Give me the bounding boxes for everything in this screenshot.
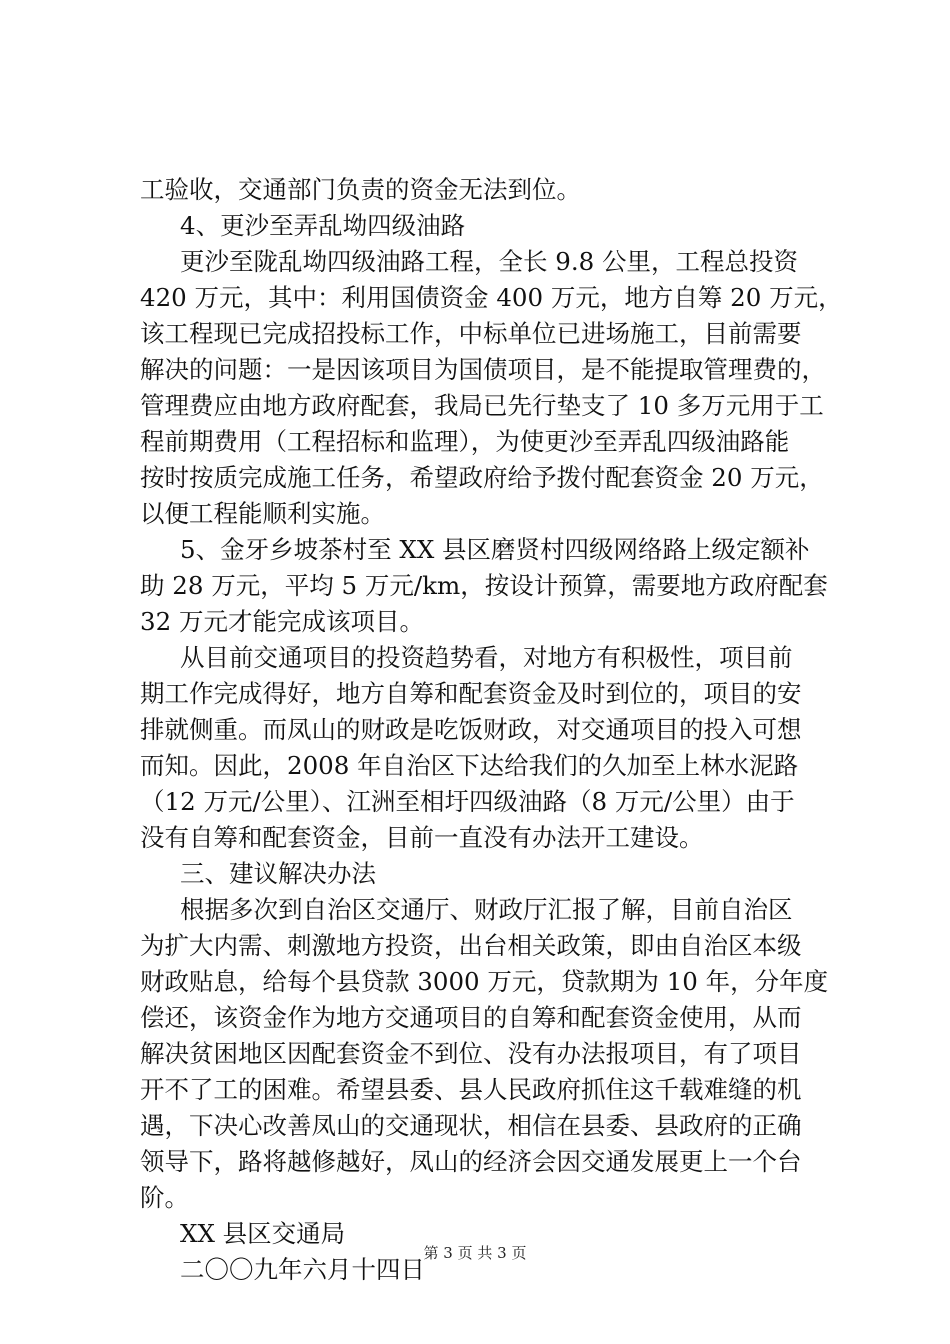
paragraph-line: 没有自筹和配套资金，目前一直没有办法开工建设。 (140, 823, 704, 852)
paragraph-line: 助 28 万元，平均 5 万元/km，按设计预算，需要地方政府配套 (140, 571, 828, 600)
paragraph-line: 根据多次到自治区交通厅、财政厅汇报了解，目前自治区 (180, 895, 793, 924)
paragraph-line: 偿还，该资金作为地方交通项目的自筹和配套资金使用，从而 (140, 1003, 802, 1032)
paragraph-line: 阶。 (140, 1183, 189, 1212)
paragraph-line: 5、金牙乡坡茶村至 XX 县区磨贤村四级网络路上级定额补 (180, 535, 810, 564)
page-footer (0, 1243, 950, 1263)
paragraph-line: 解决贫困地区因配套资金不到位、没有办法报项目，有了项目 (140, 1039, 802, 1068)
paragraph-line: 排就侧重。而凤山的财政是吃饭财政，对交通项目的投入可想 (140, 715, 802, 744)
section-heading-4: 4、更沙至弄乱坳四级油路 (180, 211, 466, 240)
paragraph-line: 而知。因此，2008 年自治区下达给我们的久加至上林水泥路 (140, 751, 799, 780)
paragraph-line: 该工程现已完成招投标工作，中标单位已进场施工，目前需要 (140, 319, 802, 348)
section-heading-3: 三、建议解决办法 (180, 859, 376, 888)
paragraph-line: 期工作完成得好，地方自筹和配套资金及时到位的，项目的安 (140, 679, 802, 708)
paragraph-line: 解决的问题：一是因该项目为国债项目，是不能提取管理费的， (140, 355, 826, 384)
paragraph-line: 工验收，交通部门负责的资金无法到位。 (140, 175, 581, 204)
paragraph-line: 以便工程能顺利实施。 (140, 499, 385, 528)
paragraph-line: （12 万元/公里）、江洲至相圩四级油路（8 万元/公里）由于 (140, 787, 795, 816)
paragraph-line: 更沙至陇乱坳四级油路工程，全长 9.8 公里，工程总投资 (180, 247, 799, 276)
paragraph-line: 32 万元才能完成该项目。 (140, 607, 424, 636)
paragraph-line: 从目前交通项目的投资趋势看，对地方有积极性，项目前 (180, 643, 793, 672)
signature-date: 二〇〇九年六月十四日 (180, 1255, 425, 1284)
document-body (140, 172, 843, 1288)
paragraph-line: 开不了工的困难。希望县委、县人民政府抓住这千载难缝的机 (140, 1075, 802, 1104)
paragraph-line: 按时按质完成施工任务，希望政府给予拨付配套资金 20 万元， (140, 463, 824, 492)
paragraph-line: 财政贴息，给每个县贷款 3000 万元，贷款期为 10 年，分年度 (140, 967, 829, 996)
paragraph-line: 遇，下决心改善凤山的交通现状，相信在县委、县政府的正确 (140, 1111, 802, 1140)
paragraph-line: 420 万元，其中：利用国债资金 400 万元，地方自筹 20 万元， (140, 283, 843, 312)
paragraph-line: 程前期费用（工程招标和监理），为使更沙至弄乱四级油路能 (140, 427, 790, 456)
paragraph-line: 管理费应由地方政府配套，我局已先行垫支了 10 多万元用于工 (140, 391, 824, 420)
signature-organization: XX 县区交通局 (180, 1219, 346, 1248)
paragraph-line: 领导下，路将越修越好，凤山的经济会因交通发展更上一个台 (140, 1147, 802, 1176)
page-number-label: 第 3 页 共 3 页 (423, 1244, 527, 1262)
paragraph-line: 为扩大内需、刺激地方投资，出台相关政策，即由自治区本级 (140, 931, 802, 960)
